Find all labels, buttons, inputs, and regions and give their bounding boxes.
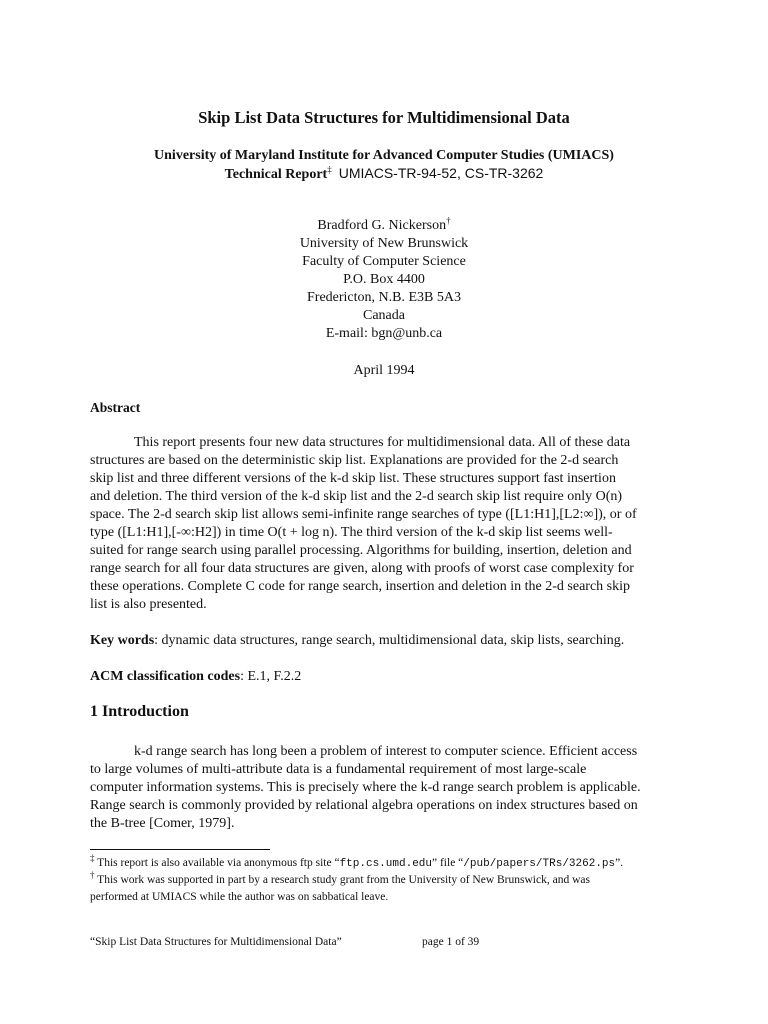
paper-title: Skip List Data Structures for Multidimensional Data [198,108,570,127]
abstract-line: skip list and three different versions of the k-d skip list. These structures support fast insertion [90,471,616,486]
email-line: E-mail: bgn@unb.ca [325,326,443,341]
introduction-body [90,743,680,833]
institution-line: University of Maryland Institute for Advanced Computer Studies (UMIACS) [154,148,614,163]
author-name-line [0,217,768,235]
abstract-body [90,434,680,614]
publication-date: April 1994 [353,363,415,378]
abstract-line: list is also presented. [90,597,207,612]
ftp-file-path: /pub/papers/TRs/3262.ps [463,858,616,870]
intro-line: computer information systems. This is precisely where the k-d range search problem is applicable. [90,780,641,795]
acm-codes-label: ACM classification codes [90,669,241,684]
abstract-line: these operations. Complete C code for range search, insertion and deletion in the 2-d search skip [90,579,630,594]
technical-report-line [0,163,768,185]
keywords-text: : dynamic data structures, range search, multidimensional data, skip lists, searching. [154,633,625,648]
abstract-line: type ([L1:H1],[-∞:H2]) in time O(t + log n). The third version of the k-d skip list seems well- [90,525,613,540]
affiliation-line: P.O. Box 4400 [343,272,425,287]
intro-line: k-d range search has long been a problem of interest to computer science. Efficient access [134,744,638,759]
introduction-heading: 1 Introduction [90,703,189,720]
abstract-line: suited for range search using parallel processing. Algorithms for building, insertion, deletion and [90,543,632,558]
affiliation-line: Faculty of Computer Science [302,254,466,269]
acm-codes-text: : E.1, F.2.2 [240,669,302,684]
intro-line: Range search is commonly provided by relational algebra operations on index structures based on [90,798,638,813]
abstract-line: This report presents four new data structures for multidimensional data. All of these data [134,435,631,450]
author-block [0,217,768,343]
footnote-mark: † [90,870,95,881]
ftp-site: ftp.cs.umd.edu [339,858,432,870]
intro-line: to large volumes of multi-attribute data is a fundamental requirement of most large-scale [90,762,587,777]
keywords-line [90,632,624,650]
author-footnote-mark: † [446,215,451,226]
footnote-divider [90,849,270,850]
acm-codes-line [90,668,301,686]
abstract-heading: Abstract [90,400,141,415]
abstract-line: range search for all four data structures are given, along with proofs of worst case complexity for [90,561,634,576]
footer-running-title: “Skip List Data Structures for Multidimensional Data” [90,936,342,948]
abstract-line: space. The 2-d search skip list allows semi-infinite range searches of type ([L1:H1],[L2:∞]), or of [90,507,637,522]
author-name: Bradford G. Nickerson [317,218,447,233]
affiliation-line: Canada [363,308,405,323]
footnote-mark: ‡ [90,853,95,864]
intro-line: the B-tree [Comer, 1979]. [90,816,235,831]
footnote-text: This report is also available via anonymous ftp site “ [94,857,340,869]
footnote-text: ” file “ [432,857,464,869]
footnote-text: ”. [615,857,624,869]
report-label: Technical Report [224,167,328,182]
footer-page-number: page 1 of 39 [422,936,480,948]
report-footnote-mark: ‡ [327,164,332,175]
footnote-ftp [90,855,623,872]
footnote-grant-continued: performed at UMIACS while the author was on sabbatical leave. [90,891,389,903]
footnote-grant [90,872,590,888]
report-number: UMIACS-TR-94-52, CS-TR-3262 [338,165,544,181]
affiliation-line: Fredericton, N.B. E3B 5A3 [307,290,461,305]
keywords-label: Key words [90,633,155,648]
affiliation-line: University of New Brunswick [299,236,469,251]
abstract-line: structures are based on the deterministic skip list. Explanations are provided for the 2-d search [90,453,619,468]
footnote-text: This work was supported in part by a research study grant from the University of New Brunswick, and was [94,874,590,886]
abstract-line: and deletion. The third version of the k-d skip list and the 2-d search skip list require only O(n) [90,489,623,504]
